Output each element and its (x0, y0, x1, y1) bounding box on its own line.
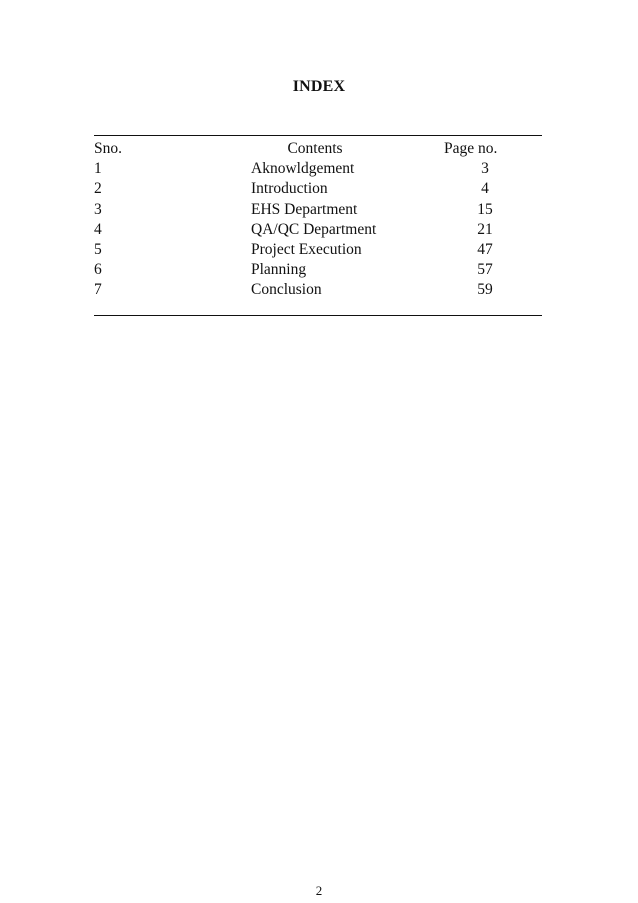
row-contents: QA/QC Department (251, 220, 377, 238)
row-contents: Aknowldgement (251, 160, 355, 178)
row-sno: 7 (94, 281, 102, 299)
row-sno: 1 (94, 160, 102, 178)
table-row (94, 179, 542, 199)
row-contents: Project Execution (251, 240, 362, 258)
row-page-no: 3 (481, 160, 489, 178)
row-contents: EHS Department (251, 200, 358, 218)
row-sno: 2 (94, 180, 102, 198)
row-contents: Conclusion (251, 281, 322, 299)
page-title: INDEX (292, 78, 346, 95)
row-page-no: 21 (477, 220, 493, 238)
header-page-no: Page no. (444, 140, 498, 157)
header-sno: Sno. (94, 140, 122, 157)
row-contents: Introduction (251, 180, 328, 198)
header-contents: Contents (287, 140, 343, 157)
row-sno: 3 (94, 200, 102, 218)
table-row (94, 220, 542, 240)
row-page-no: 57 (477, 261, 493, 279)
bottom-divider (94, 315, 542, 316)
row-sno: 4 (94, 220, 102, 238)
table-header-row (94, 139, 542, 159)
index-table (94, 139, 542, 301)
row-page-no: 4 (481, 180, 489, 198)
table-row (94, 200, 542, 220)
page-number: 2 (315, 883, 323, 898)
table-row (94, 280, 542, 300)
row-sno: 5 (94, 240, 102, 258)
row-contents: Planning (251, 261, 307, 279)
table-row (94, 240, 542, 260)
row-page-no: 15 (477, 200, 493, 218)
top-divider (94, 135, 542, 136)
row-sno: 6 (94, 261, 102, 279)
row-page-no: 47 (477, 240, 493, 258)
row-page-no: 59 (477, 281, 493, 299)
table-row (94, 260, 542, 280)
table-row (94, 159, 542, 179)
